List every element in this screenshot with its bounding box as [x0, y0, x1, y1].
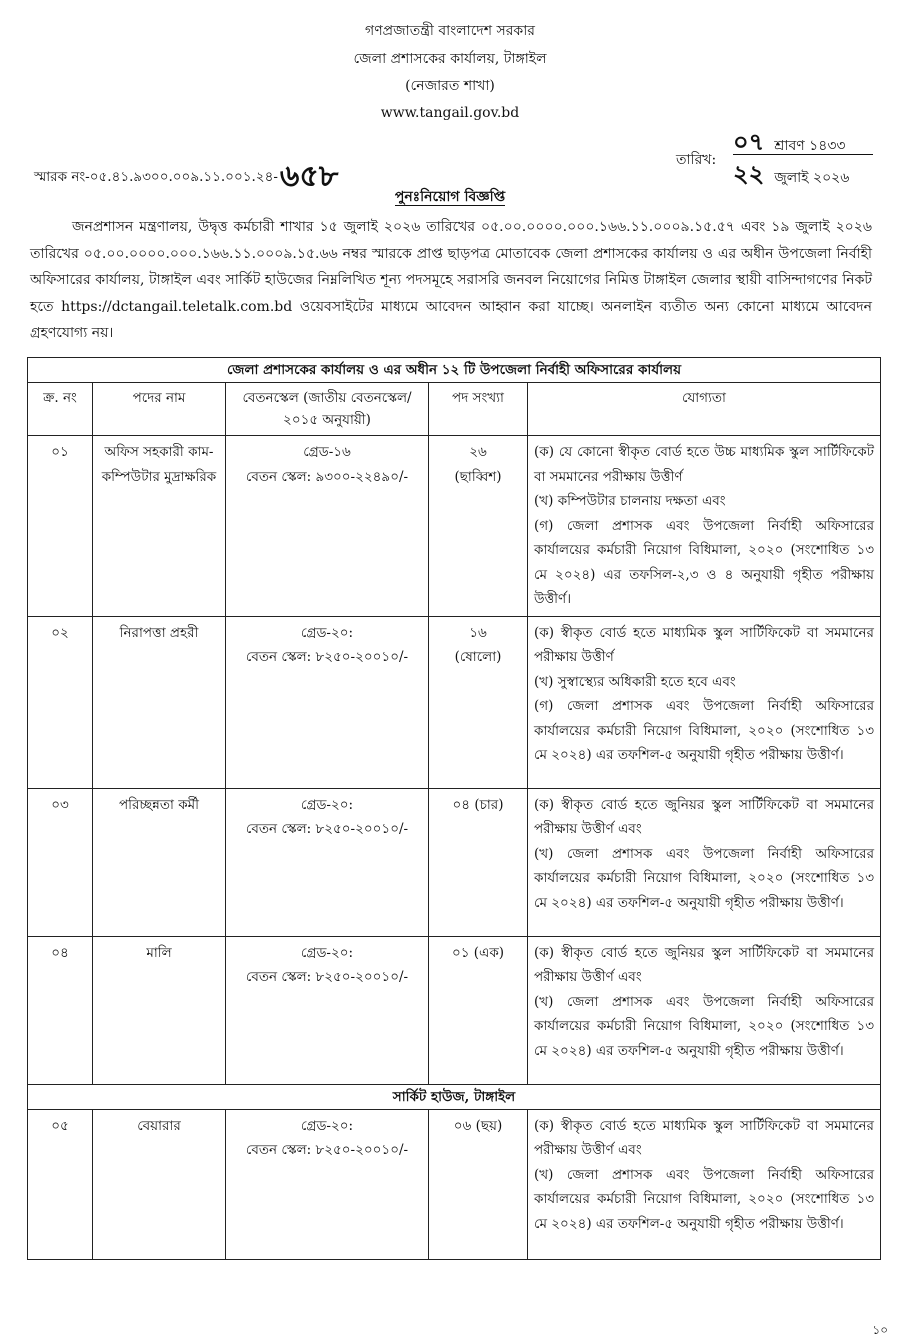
scale-cell [226, 788, 429, 936]
post-cell: বেয়ারার [93, 1109, 226, 1259]
section-row [28, 1084, 881, 1109]
count-cell [429, 436, 528, 617]
date-block [733, 124, 883, 188]
grade: গ্রেড-২০: [300, 624, 354, 641]
pay-scale: বেতন স্কেল: ৮২৫০-২০০১০/- [245, 649, 409, 665]
qualification-item: (খ) জেলা প্রশাসক এবং উপজেলা নির্বাহী অফিসারের কার্যালয়ের কর্মচারী নিয়োগ বিধিমালা, ২০২০ (সংশোধিত ১৩ মে ২০২৪) এর তফশিল-৫ অনুযায়ী গৃহীত পরীক্ষায় উত্তীর্ণ। [534, 993, 874, 1059]
serial-cell: ০৪ [28, 936, 93, 1084]
qualification-cell [528, 436, 881, 617]
english-day: ২২ [733, 160, 765, 188]
section-row [28, 358, 881, 383]
vacancy-table [27, 357, 881, 1260]
qualification-cell [528, 936, 881, 1084]
qualification-item: (ক) যে কোনো স্বীকৃত বোর্ড হতে উচ্চ মাধ্যমিক স্কুল সার্টিফিকেট বা সমমানের পরীক্ষায় উত্তীর্ণ [534, 444, 874, 485]
section-name: (নেজারত শাখা) [405, 78, 495, 94]
bangla-month-year: শ্রাবণ ১৪৩৩ [774, 138, 846, 154]
website-link[interactable]: www.tangail.gov.bd [380, 105, 520, 121]
pay-scale: বেতন স্কেল: ৮২৫০-২০০১০/- [245, 821, 409, 837]
qualification-cell [528, 1109, 881, 1259]
header-qualification: যোগ্যতা [528, 383, 881, 436]
count-cell: ০১ (এক) [429, 936, 528, 1084]
count-cell: ০৪ (চার) [429, 788, 528, 936]
serial-cell: ০১ [28, 436, 93, 617]
count-words: (ষোলো) [454, 649, 502, 665]
qualification-item: (খ) জেলা প্রশাসক এবং উপজেলা নির্বাহী অফিসারের কার্যালয়ের কর্মচারী নিয়োগ বিধিমালা, ২০২০ (সংশোধিত ১৩ মে ২০২৪) এর তফশিল-৫ অনুযায়ী গৃহীত পরীক্ষায় উত্তীর্ণ। [534, 1166, 874, 1232]
english-month-year: জুলাই ২০২৬ [774, 170, 850, 186]
header-post: পদের নাম [93, 383, 226, 436]
govt-name: গণপ্রজাতন্ত্রী বাংলাদেশ সরকার [365, 23, 535, 39]
post-cell: পরিচ্ছন্নতা কর্মী [93, 788, 226, 936]
table-row [28, 1109, 881, 1259]
post-cell: মালি [93, 936, 226, 1084]
date-label: তারিখ: [676, 152, 717, 168]
qualification-item: (ক) স্বীকৃত বোর্ড হতে জুনিয়র স্কুল সার্টিফিকেট বা সমমানের পরীক্ষায় উত্তীর্ণ এবং [534, 796, 874, 837]
header-serial: ক্র. নং [28, 383, 93, 436]
intro-paragraph: জনপ্রশাসন মন্ত্রণালয়, উদ্বৃত্ত কর্মচারী শাখার ১৫ জুলাই ২০২৬ তারিখের ০৫.০০.০০০০.০০০.১৬৬.১১.০০০৯.১৫.৫৭ এবং ১৯ জুলাই ২০২৬ তারিখের ০৫.০০.০০০০.০০০.১৬৬.১১.০০০৯.১৫.৬৬ নম্বর স্মারকে প্রাপ্ত ছাড়পত্র মোতাবেক জেলা প্রশাসকের কার্যালয় ও এর অধীন উপজেলা নির্বাহী অফিসারের কার্যালয়, টাঙ্গাইল এবং সার্কিট হাউজের নিম্নলিখিত শূন্য পদসমূহে সরাসরি জনবল নিয়োগের নিমিত্ত টাঙ্গাইল জেলার স্থায়ী বাসিন্দাগণের নিকট হতে https://dctangail.teletalk.com.bd ওয়েবসাইটের মাধ্যমে আবেদন আহ্বান করা যাচ্ছে। অনলাইন ব্যতীত অন্য কোনো মাধ্যমে আবেদন গ্রহণযোগ্য নয়। [30, 219, 872, 341]
grade: গ্রেড-১৬ [303, 444, 351, 460]
qualification-item: (গ) জেলা প্রশাসক এবং উপজেলা নির্বাহী অফিসারের কার্যালয়ের কর্মচারী নিয়োগ বিধিমালা, ২০২০ (সংশোধিত ১৩ মে ২০২৪) এর তফশিল-৫ অনুযায়ী গৃহীত পরীক্ষায় উত্তীর্ণ। [534, 698, 874, 763]
memo-handwritten-number: ৬৫৮ [279, 159, 339, 194]
qualification-item: (খ) সুস্বাস্থ্যের অধিকারী হতে হবে এবং [534, 673, 736, 690]
section-title: জেলা প্রশাসকের কার্যালয় ও এর অধীন ১২ টি উপজেলা নির্বাহী অফিসারের কার্যালয় [28, 358, 881, 383]
count-words: (ছাব্বিশ) [454, 468, 502, 485]
scale-cell [226, 1109, 429, 1259]
table-row [28, 436, 881, 617]
table-row [28, 788, 881, 936]
grade: গ্রেড-২০: [300, 796, 354, 813]
qualification-item: (ক) স্বীকৃত বোর্ড হতে জুনিয়র স্কুল সার্টিফিকেট বা সমমানের পরীক্ষায় উত্তীর্ণ এবং [534, 944, 874, 985]
pay-scale: বেতন স্কেল: ৮২৫০-২০০১০/- [245, 969, 409, 985]
qualification-item: (খ) জেলা প্রশাসক এবং উপজেলা নির্বাহী অফিসারের কার্যালয়ের কর্মচারী নিয়োগ বিধিমালা, ২০২০ (সংশোধিত ১৩ মে ২০২৪) এর তফশিল-৫ অনুযায়ী গৃহীত পরীক্ষায় উত্তীর্ণ। [534, 845, 874, 911]
header-scale: বেতনস্কেল (জাতীয় বেতনস্কেল/২০১৫ অনুযায়ী) [226, 383, 429, 436]
grade: গ্রেড-২০: [300, 944, 354, 961]
serial-cell: ০৩ [28, 788, 93, 936]
section-title: সার্কিট হাউজ, টাঙ্গাইল [28, 1084, 881, 1109]
pay-scale: বেতন স্কেল: ৯৩০০-২২৪৯০/- [245, 468, 409, 485]
pay-scale: বেতন স্কেল: ৮২৫০-২০০১০/- [245, 1142, 409, 1158]
qualification-item: (গ) জেলা প্রশাসক এবং উপজেলা নির্বাহী অফিসারের কার্যালয়ের কর্মচারী নিয়োগ বিধিমালা, ২০২০ (সংশোধিত ১৩ মে ২০২৪) এর তফসিল-২,৩ ও ৪ অনুযায়ী গৃহীত পরীক্ষায় উত্তীর্ণ। [534, 517, 874, 607]
header-count: পদ সংখ্যা [429, 383, 528, 436]
qualification-item: (ক) স্বীকৃত বোর্ড হতে মাধ্যমিক স্কুল সার্টিফিকেট বা সমমানের পরীক্ষায় উত্তীর্ণ [534, 624, 874, 665]
bangla-day: ০৭ [733, 128, 765, 156]
scale-cell [226, 936, 429, 1084]
qualification-cell [528, 616, 881, 788]
memo-prefix: স্মারক নং-০৫.৪১.৯৩০০.০০৯.১১.০০১.২৪- [34, 169, 278, 185]
scale-cell [226, 616, 429, 788]
page-number: ১০ [872, 1323, 888, 1337]
table-row [28, 616, 881, 788]
office-name: জেলা প্রশাসকের কার্যালয়, টাঙ্গাইল [353, 51, 547, 67]
scale-cell [226, 436, 429, 617]
post-cell: অফিস সহকারী কাম-কম্পিউটার মুদ্রাক্ষরিক [93, 436, 226, 617]
table-header-row [28, 383, 881, 436]
count-number: ১৬ [469, 624, 487, 641]
notice-title: পুনঃনিয়োগ বিজ্ঞপ্তি [394, 189, 506, 205]
qualification-item: (ক) স্বীকৃত বোর্ড হতে মাধ্যমিক স্কুল সার্টিফিকেট বা সমমানের পরীক্ষায় উত্তীর্ণ এবং [534, 1117, 874, 1158]
serial-cell: ০২ [28, 616, 93, 788]
qualification-cell [528, 788, 881, 936]
count-number: ২৬ [469, 444, 487, 460]
date-divider [733, 154, 873, 155]
count-cell: ০৬ (ছয়) [429, 1109, 528, 1259]
qualification-item: (খ) কম্পিউটার চালনায় দক্ষতা এবং [534, 493, 726, 509]
grade: গ্রেড-২০: [300, 1117, 354, 1134]
table-row [28, 936, 881, 1084]
post-cell: নিরাপত্তা প্রহরী [93, 616, 226, 788]
serial-cell: ০৫ [28, 1109, 93, 1259]
count-cell [429, 616, 528, 788]
